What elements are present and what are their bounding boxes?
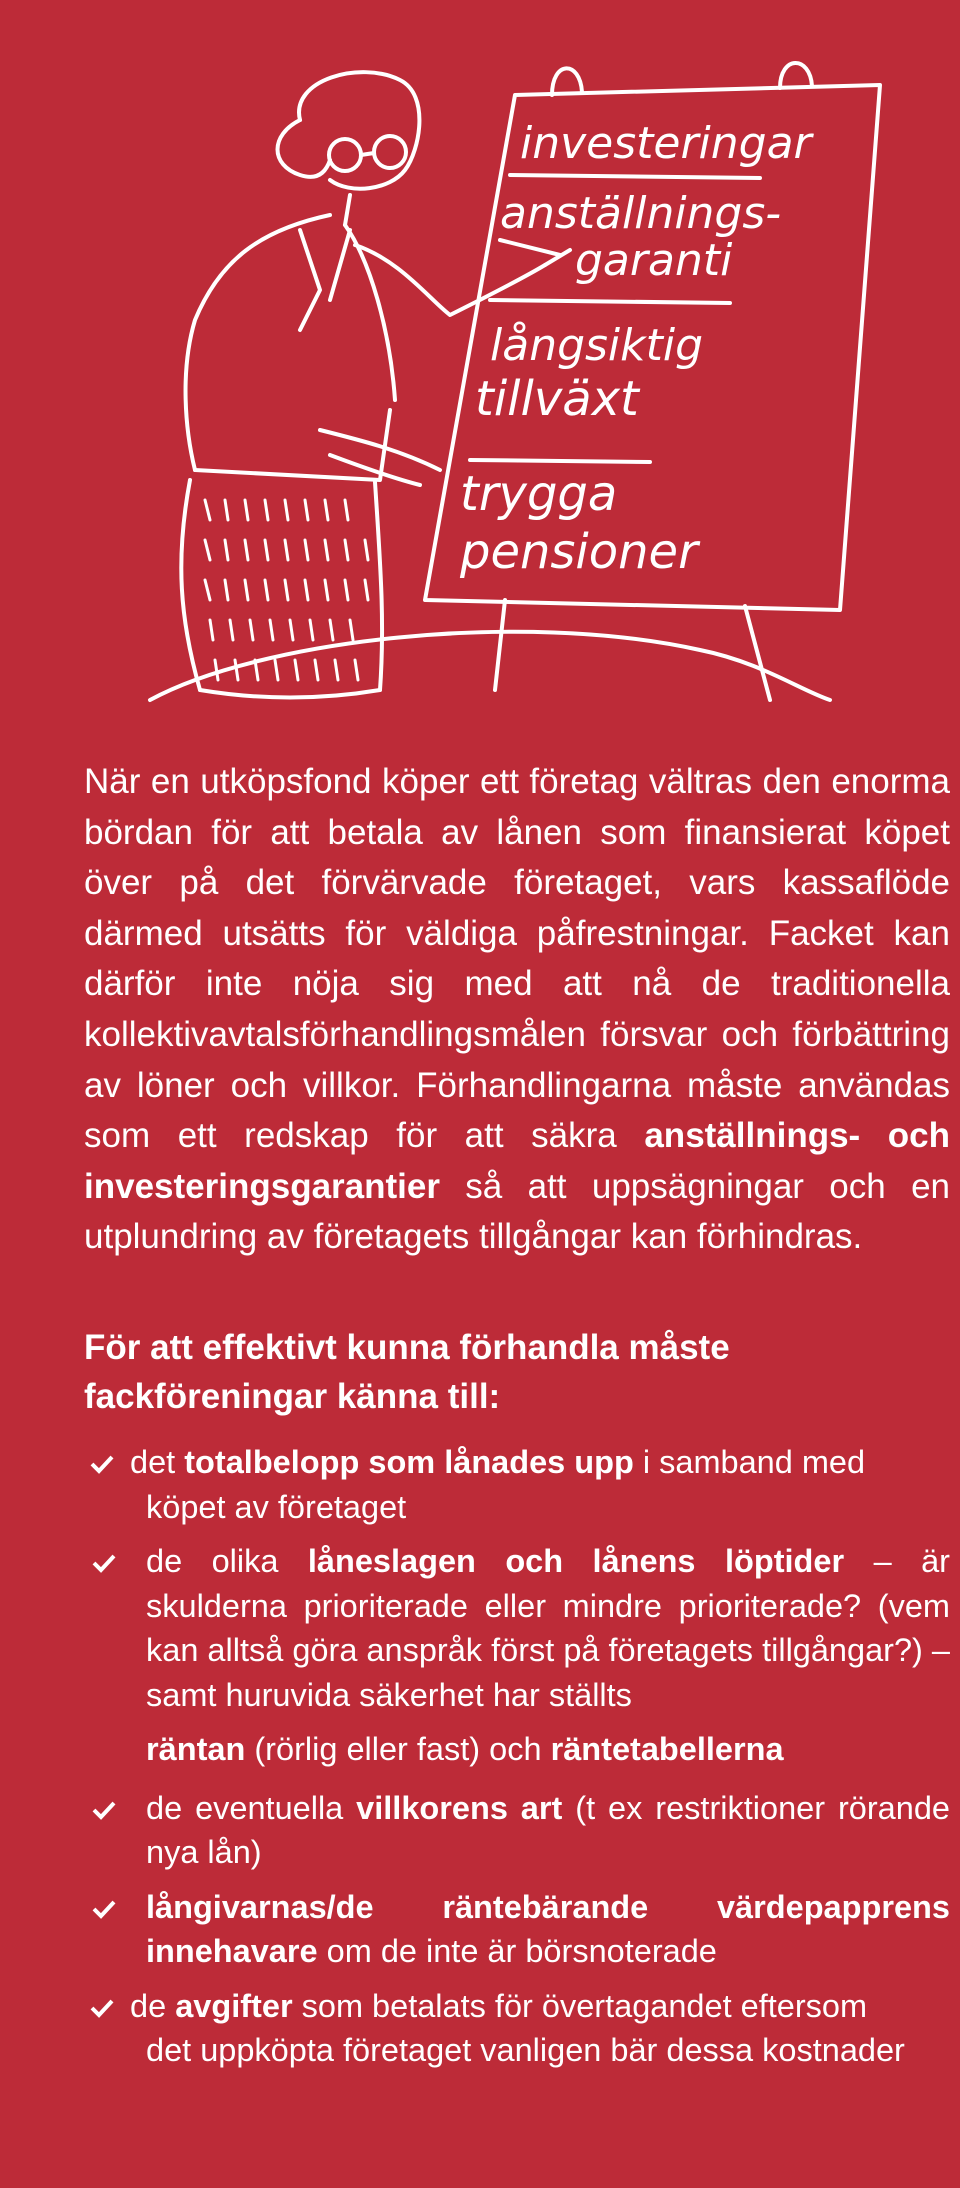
checkmark-icon <box>90 1998 114 2018</box>
intro-text-1: När en utköpsfond köper ett företag vältras den enorma bördan för att betala av lånen som finansierat köpet över på det förvärvade företaget, vars kassaflöde därmed utsätts för väldiga påfrestningar. Facket kan därför inte nöja sig med att nå de traditionella kollektivavtalsförhandlingsmålen försvar och förbättring av löner och villkor. Förhandlingarna måste användas som ett redskap för att säkra <box>84 762 950 1156</box>
board-line-4: långsiktig <box>490 320 704 371</box>
item-text: i samband med <box>633 1444 866 1480</box>
item-continuation: det uppköpta företaget vanligen bär dessa kostnader <box>146 2032 905 2068</box>
presenter-drawing <box>0 0 960 740</box>
item-bold: avgifter <box>175 1987 293 2024</box>
board-line-6: trygga <box>460 466 618 522</box>
checkmark-icon <box>92 1899 116 1919</box>
board-line-5: tillväxt <box>475 371 639 427</box>
list-note <box>84 1727 950 1772</box>
checkmark-icon <box>92 1553 116 1573</box>
item-text: de olika <box>146 1543 308 1579</box>
illustration <box>0 0 960 740</box>
checklist <box>84 1440 950 2083</box>
item-text: de eventuella <box>146 1789 357 1826</box>
list-item <box>84 1440 950 1529</box>
board-line-3: garanti <box>575 235 733 286</box>
list-item <box>84 1786 950 1875</box>
list-item <box>84 1539 950 1717</box>
item-text: som betalats för övertagandet eftersom <box>292 1987 868 2024</box>
board-line-7: pensioner <box>460 524 698 580</box>
item-text: – är skulderna prioriterade eller mindre prioriterade? (vem kan alltså göra anspråk först på företagets tillgångar?) – samt huruvida säkerhet har ställts <box>146 1543 950 1713</box>
intro-bold: anställnings- och investeringsgarantier <box>84 1116 951 1206</box>
item-bold: långivarnas/de räntebärande värdepapprens innehavare <box>146 1888 950 1969</box>
board-line-2: anställnings- <box>500 188 782 239</box>
board-line-1: investeringar <box>520 118 812 169</box>
list-item <box>84 1885 950 1974</box>
item-text: de <box>130 1987 176 2024</box>
note-bold: räntetabellerna <box>550 1731 784 1767</box>
list-item <box>84 1984 950 2073</box>
item-bold: låneslagen och lånens löptider <box>307 1543 845 1579</box>
item-bold: totalbelopp som lånades upp <box>184 1444 634 1480</box>
intro-paragraph <box>84 757 950 1263</box>
checkmark-icon <box>92 1800 116 1820</box>
item-text: om de inte är börsnoterade <box>317 1933 717 1969</box>
intro-text-2: så att uppsägningar och en utplundring av företagets tillgångar kan förhindras. <box>84 1166 950 1257</box>
section-heading: För att effektivt kunna förhandla måste fackföreningar känna till: <box>84 1328 730 1416</box>
note-text: (rörlig eller fast) och <box>245 1731 551 1767</box>
item-text: (t ex restriktioner rörande nya lån) <box>146 1789 950 1870</box>
item-continuation: köpet av företaget <box>146 1488 407 1525</box>
checkmark-icon <box>90 1454 114 1474</box>
note-bold: räntan <box>146 1731 246 1767</box>
item-text: det <box>130 1444 185 1480</box>
item-bold: villkorens art <box>356 1789 563 1826</box>
